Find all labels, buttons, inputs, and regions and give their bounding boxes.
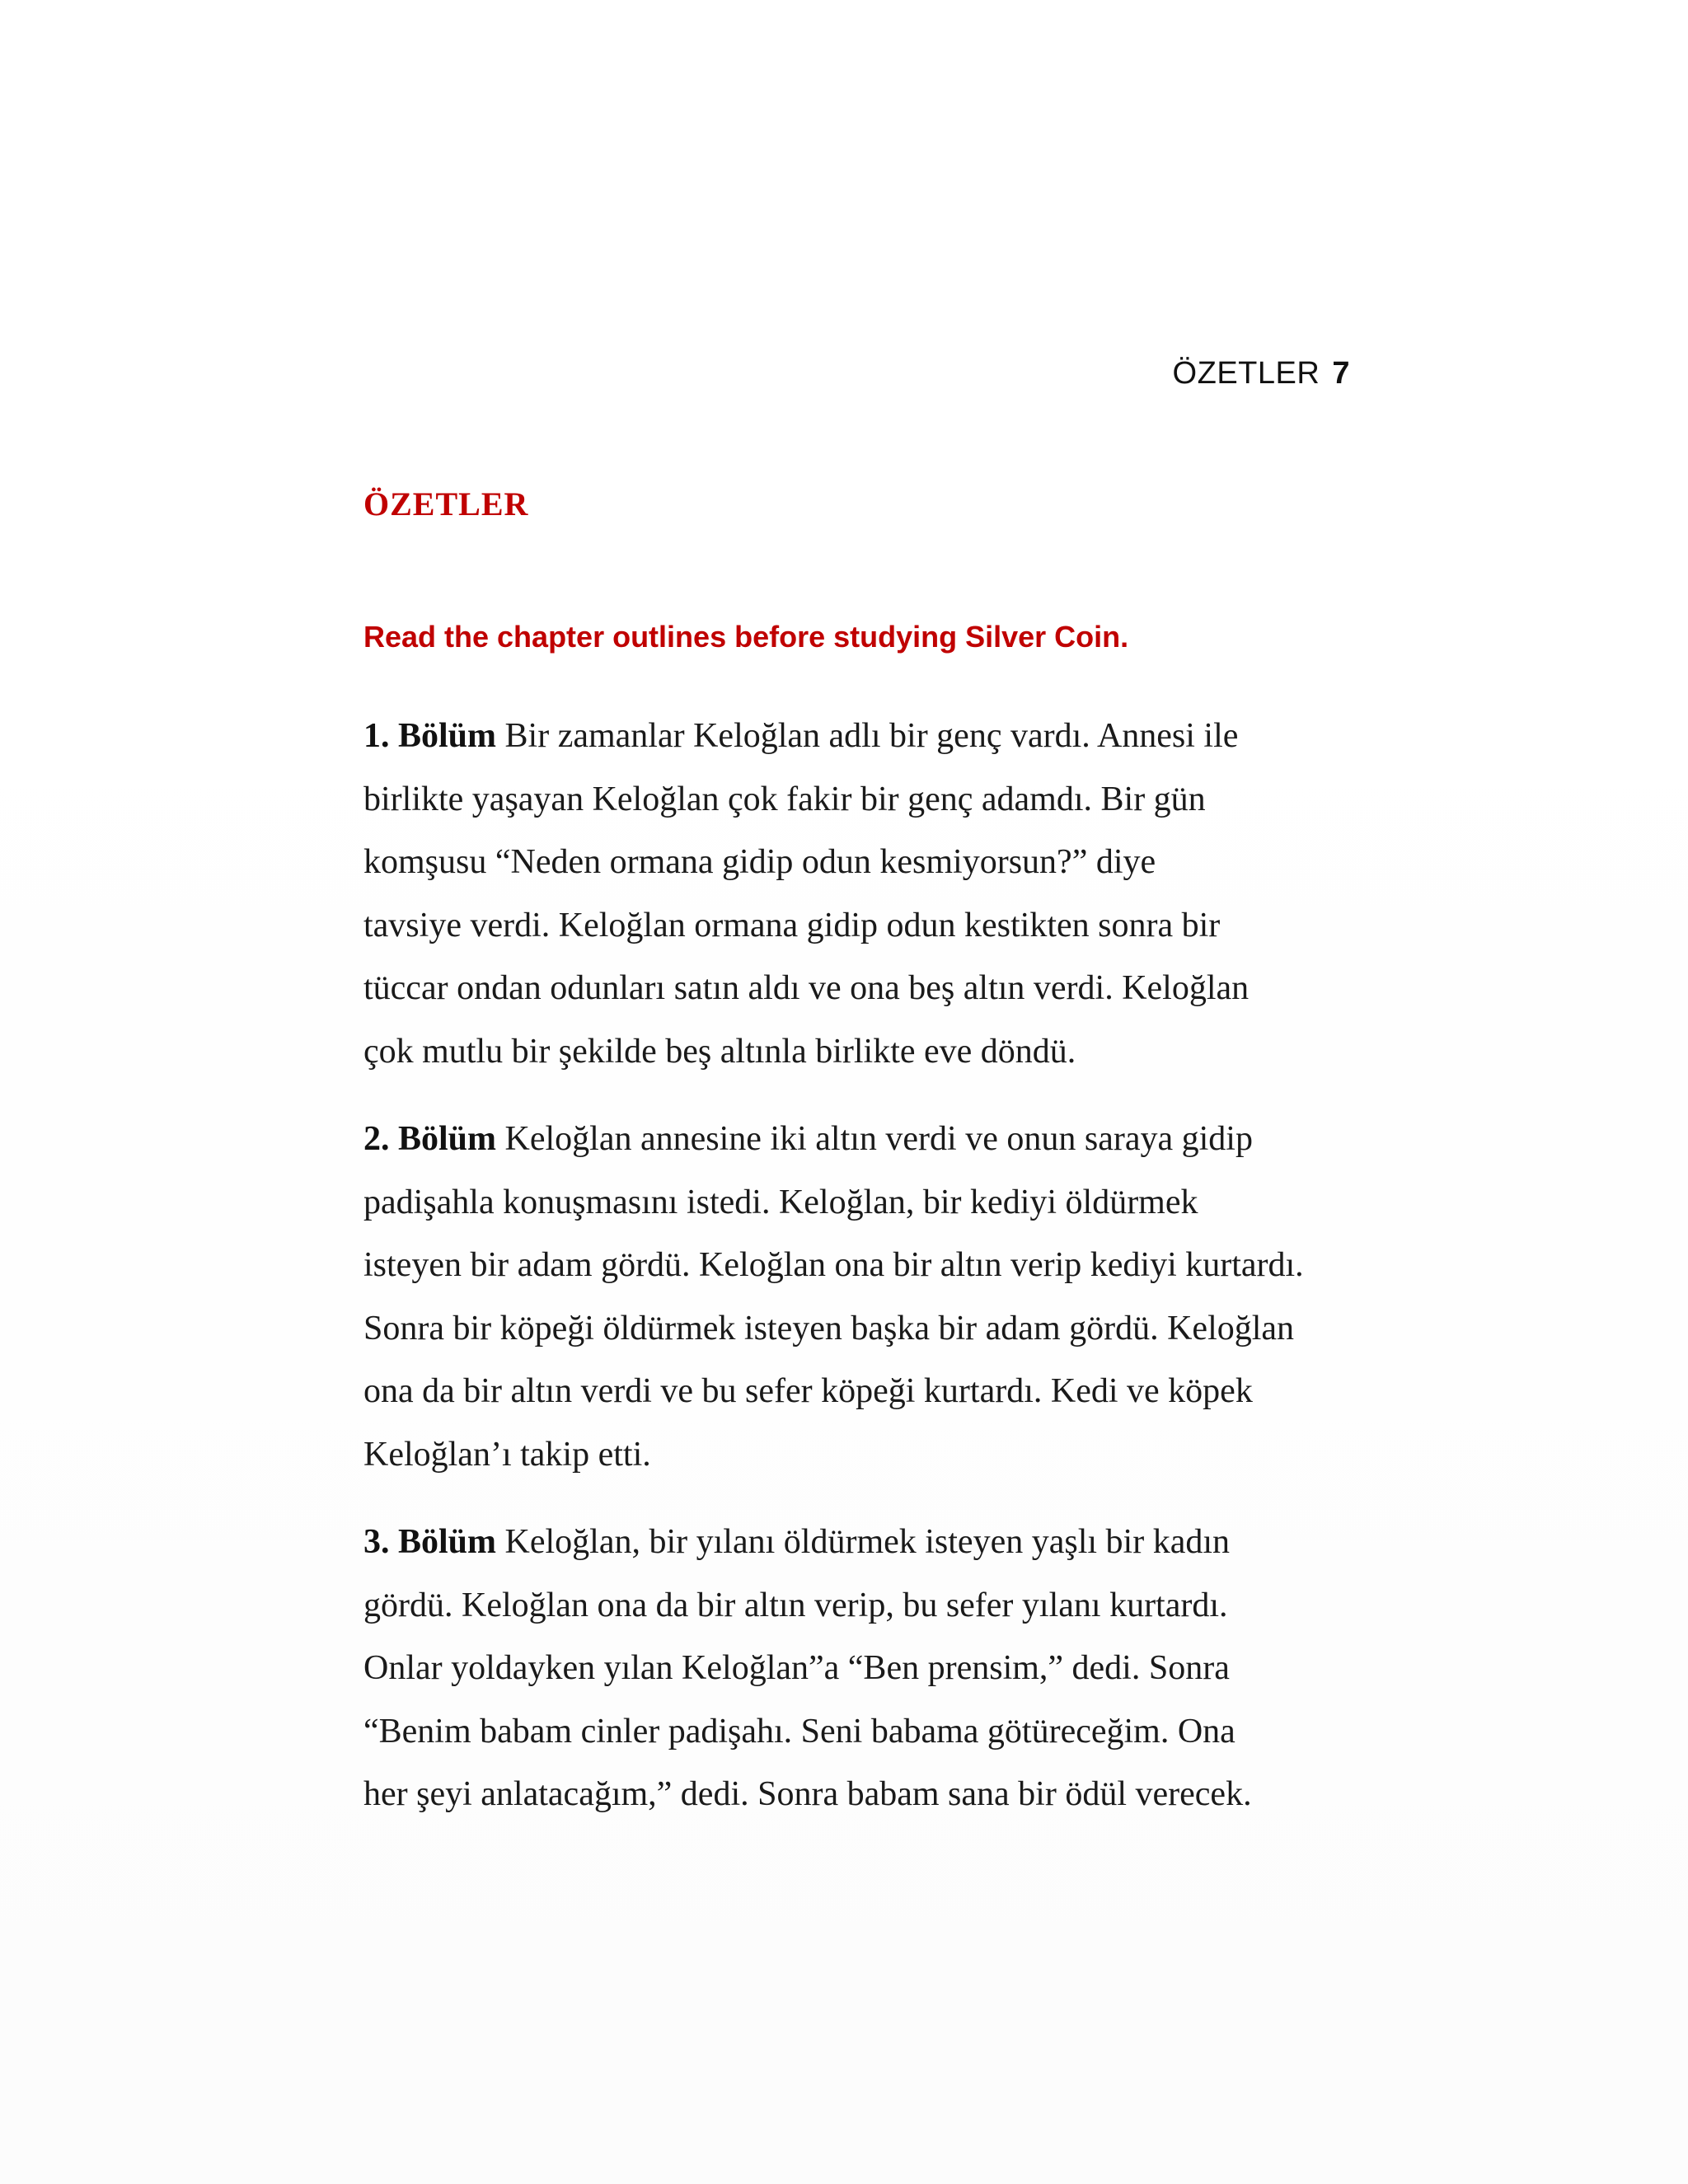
summary-line: tavsiye verdi. Keloğlan ormana gidip odun kestikten sonra bir [363, 906, 1221, 944]
instruction-text: Read the chapter outlines before studying Silver Coin. [363, 620, 1129, 654]
summary-line: birlikte yaşayan Keloğlan çok fakir bir genç adamdı. Bir gün [363, 780, 1206, 818]
summary-line: gördü. Keloğlan ona da bir altın verip, bu sefer yılanı kurtardı. [363, 1586, 1228, 1624]
summary-line: Keloğlan’ı takip etti. [363, 1435, 651, 1474]
summary-line: “Benim babam cinler padişahı. Seni babama götüreceğim. Ona [363, 1712, 1236, 1750]
running-header [1173, 356, 1350, 391]
summary-line: her şeyi anlatacağım,” dedi. Sonra babam sana bir ödül verecek. [363, 1775, 1252, 1813]
summary-line: Keloğlan, bir yılanı öldürmek isteyen yaşlı bir kadın [504, 1523, 1231, 1561]
chapter-summary-2 [363, 1108, 1353, 1486]
summary-line: çok mutlu bir şekilde beş altınla birlikte eve döndü. [363, 1032, 1076, 1071]
summary-line: padişahla konuşmasını istedi. Keloğlan, bir kediyi öldürmek [363, 1183, 1198, 1221]
header-section-title: ÖZETLER [1172, 356, 1320, 391]
page-title: ÖZETLER [363, 485, 529, 523]
summary-line: ona da bir altın verdi ve bu sefer köpeği kurtardı. Kedi ve köpek [363, 1372, 1253, 1410]
summary-line: tüccar ondan odunları satın aldı ve ona beş altın verdi. Keloğlan [363, 969, 1250, 1007]
chapter-label: 1. Bölüm [363, 717, 497, 755]
chapter-summary-3 [363, 1511, 1353, 1826]
page-number: 7 [1332, 356, 1350, 391]
chapter-label: 2. Bölüm [363, 1120, 497, 1158]
summary-line: komşusu “Neden ormana gidip odun kesmiyorsun?” diye [363, 843, 1156, 881]
summary-line: isteyen bir adam gördü. Keloğlan ona bir altın verip kediyi kurtardı. [363, 1246, 1304, 1284]
chapter-summary-1 [363, 705, 1353, 1083]
chapter-label: 3. Bölüm [363, 1523, 497, 1561]
summary-line: Onlar yoldayken yılan Keloğlan”a “Ben prensim,” dedi. Sonra [363, 1649, 1230, 1687]
summary-line: Sonra bir köpeği öldürmek isteyen başka bir adam gördü. Keloğlan [363, 1309, 1295, 1347]
summary-line: Keloğlan annesine iki altın verdi ve onun saraya gidip [504, 1120, 1253, 1158]
chapter-summaries [363, 705, 1353, 1851]
summary-line: Bir zamanlar Keloğlan adlı bir genç vardı. Annesi ile [504, 717, 1239, 755]
